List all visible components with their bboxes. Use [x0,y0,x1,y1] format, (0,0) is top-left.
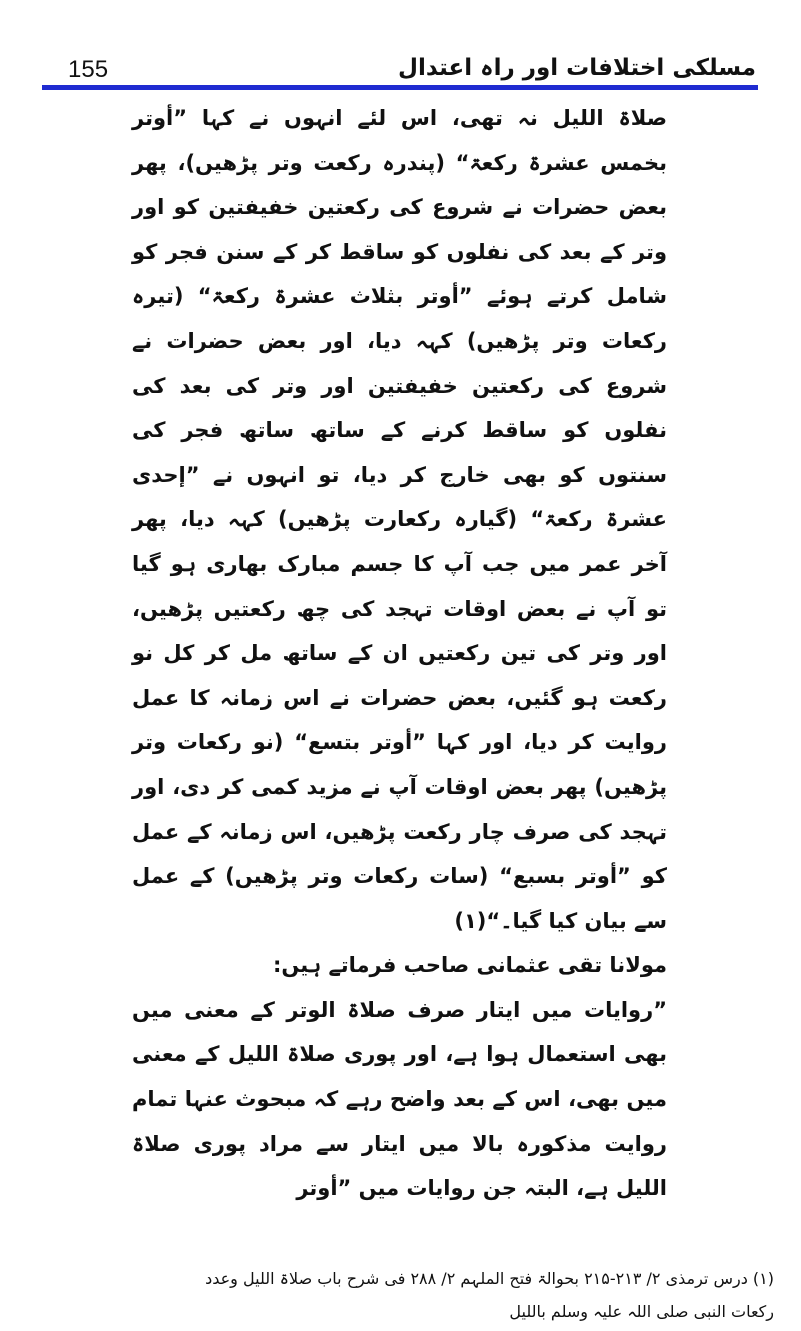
page-header [42,40,758,90]
footnote-line-2: رکعات النبی صلی اللہ علیہ وسلم باللیل [509,1302,774,1321]
page-number: 155 [68,56,109,83]
footnote-line-1: (۱) درس ترمذی ۲/ ۲۱۳-۲۱۵ بحوالۃ فتح الملہم ۲/ ۲۸۸ فی شرح باب صلاۃ اللیل وعدد [205,1269,774,1288]
body-paragraph: صلاۃ اللیل نہ تھی، اس لئے انہوں نے کہا ”أوتر بخمس عشرۃ رکعۃ“ (پندرہ رکعت وتر پڑھیں)، پھر بعض حضرات نے شروع کی رکعتین خفیفتین کو اور وتر کے بعد کی نفلوں کو ساقط کر کے سنن فجر کو شامل کرتے ہوئے ”أوتر بثلاث عشرۃ رکعۃ“ (تیرہ رکعات وتر پڑھیں) کہہ دیا، اور بعض حضرات نے شروع کی رکعتین خفیفتین اور وتر کی بعد کی نفلوں کو ساقط کرنے کے ساتھ ساتھ فجر کی سنتوں کو بھی خارج کر دیا، تو انہوں نے ”إحدی عشرۃ رکعۃ“ (گیارہ رکعارت پڑھیں) کہہ دیا، پھر آخر عمر میں جب آپ کا جسم مبارک بھاری ہو گیا تو آپ نے بعض اوقات تہجد کی چھ رکعتیں پڑھیں، اور وتر کی تین رکعتیں ان کے ساتھ مل کر کل نو رکعت ہو گئیں، بعض حضرات نے اس زمانہ کا عمل روایت کر دیا، اور کہا ”أوتر بتسع“ (نو رکعات وتر پڑھیں) پھر بعض اوقات آپ نے مزید کمی کر دی، اور تہجد کی صرف چار رکعت پڑھیں، اس زمانہ کے عمل کو ”أوتر بسبع“ (سات رکعات وتر پڑھیں) کے عمل سے بیان کیا گیا۔“(۱) [132,106,667,933]
running-title: مسلکی اختلافات اور راہ اعتدال [398,55,756,81]
body-text [132,96,667,1211]
quote-intro: مولانا تقی عثمانی صاحب فرماتے ہیں: [273,953,667,978]
footnotes [34,1262,774,1328]
header-rule [42,85,758,90]
quoted-text: ”روایات میں ایتار صرف صلاۃ الوتر کے معنی میں بھی استعمال ہوا ہے، اور پوری صلاۃ اللیل کے معنی میں بھی، اس کے بعد واضح رہے کہ مبحوث عنہا تمام روایت مذکورہ بالا میں ایتار سے مراد پوری صلاۃ اللیل ہے، البتہ جن روایات میں ”أوتر [132,997,667,1201]
